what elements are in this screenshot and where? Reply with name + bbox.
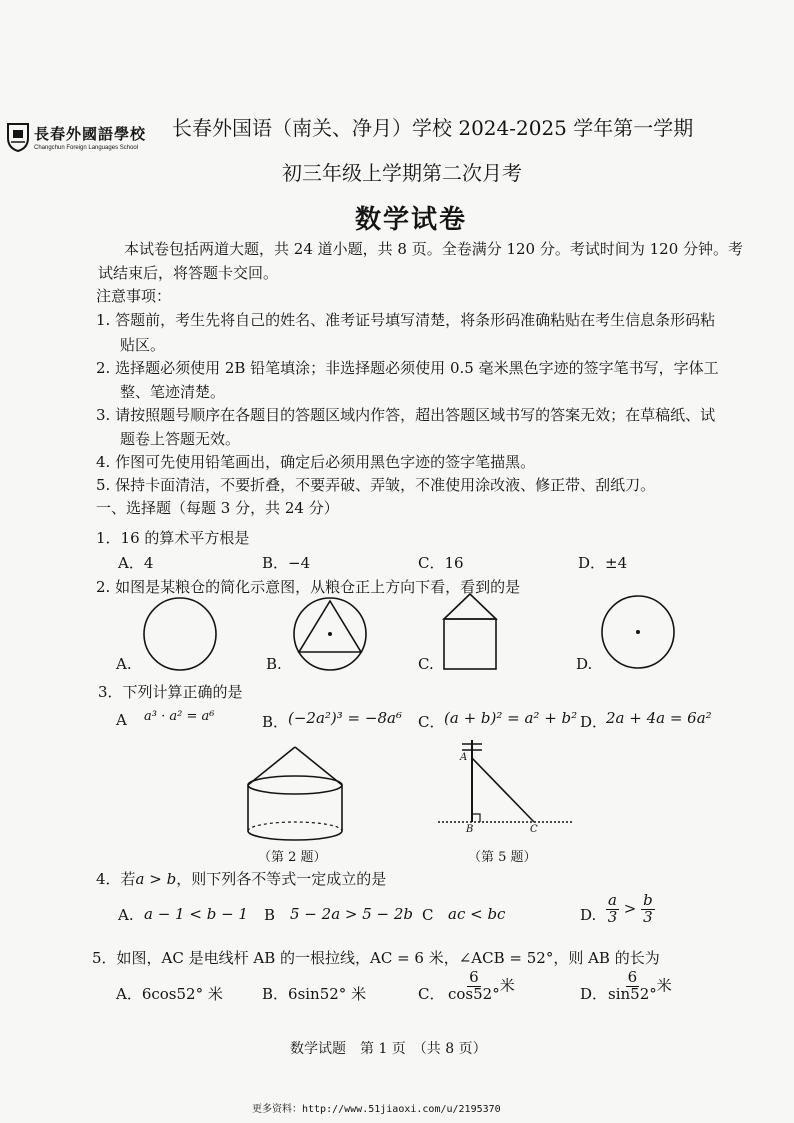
q5-figure-caption: （第 5 题） bbox=[468, 850, 537, 865]
q5c-denominator: cos52° bbox=[448, 984, 500, 1003]
logo-english-text: Changchun Foreign Languages School bbox=[34, 145, 139, 151]
page-footer: 数学试题 第 1 页 （共 8 页） bbox=[290, 1041, 487, 1057]
question-3-option-a-label: A bbox=[116, 711, 127, 729]
q5-label-c: C bbox=[530, 824, 538, 835]
notice-item-5: 5. 保持卡面清洁，不要折叠，不要弄破、弄皱，不准使用涂改液、修正带、刮纸刀。 bbox=[96, 476, 656, 494]
question-5-option-d-label: D． bbox=[580, 985, 608, 1003]
q2-option-b-figure bbox=[290, 598, 370, 670]
q4d-denominator-1: 3 bbox=[607, 907, 618, 926]
question-3-stem: 3．下列计算正确的是 bbox=[98, 683, 243, 701]
question-4-option-b: 5 − 2a > 5 − 2b bbox=[290, 905, 414, 923]
section-1-heading: 一、选择题（每题 3 分，共 24 分） bbox=[96, 499, 339, 517]
notice-heading: 注意事项： bbox=[96, 287, 172, 305]
q5d-numerator: 6 bbox=[627, 968, 638, 986]
question-2-option-c: C. bbox=[418, 655, 434, 673]
question-2-option-d: D. bbox=[576, 655, 593, 673]
exam-title-line2: 初三年级上学期第二次月考 bbox=[282, 161, 522, 185]
q2-option-d-figure bbox=[600, 596, 676, 668]
source-url: 更多资料：http://www.51jiaoxi.com/u/2195370 bbox=[252, 1104, 501, 1115]
intro-line2: 试结束后，将答题卡交回。 bbox=[98, 264, 279, 282]
school-logo bbox=[6, 112, 156, 162]
question-4-stem-pre: 4．若 bbox=[96, 870, 136, 888]
question-4-stem bbox=[96, 868, 386, 889]
exam-subject-title: 数学试卷 bbox=[355, 205, 468, 235]
notice-item-1: 1. 答题前，考生先将自己的姓名、准考证号填写清楚，将条形码准确粘贴在考生信息条形码粘 bbox=[96, 311, 716, 329]
question-2-option-a: A. bbox=[116, 655, 132, 673]
question-3-option-b-label: B． bbox=[262, 713, 289, 731]
notice-item-1-cont: 贴区。 bbox=[120, 336, 166, 354]
question-5-option-c bbox=[448, 970, 515, 1003]
notice-item-2: 2. 选择题必须使用 2B 铅笔填涂；非选择题必须使用 0.5 毫米黑色字迹的签字笔书写，字体工 bbox=[96, 359, 719, 377]
q4d-denominator-2: 3 bbox=[643, 907, 653, 926]
q5c-unit: 米 bbox=[499, 976, 515, 995]
question-4-option-b-label: B bbox=[264, 906, 276, 924]
question-3-option-c: (a + b)² = a² + b² bbox=[444, 709, 578, 727]
question-3-option-d-label: D． bbox=[580, 713, 608, 731]
question-4-stem-post: ，则下列各不等式一定成立的是 bbox=[176, 870, 387, 888]
q2-option-c-figure bbox=[442, 592, 498, 672]
question-1-option-c: C．16 bbox=[418, 554, 464, 572]
question-4-option-d-label: D. bbox=[580, 906, 597, 924]
q4d-numerator-1: a bbox=[608, 891, 617, 909]
q5d-denominator: sin52° bbox=[608, 984, 657, 1003]
question-4-option-a: a − 1 < b − 1 bbox=[144, 905, 248, 923]
q5-label-b: B bbox=[466, 824, 474, 835]
logo-chinese-text: 長春外國語學校 bbox=[34, 125, 147, 143]
question-2-stem: 2. 如图是某粮仓的简化示意图，从粮仓正上方向下看，看到的是 bbox=[96, 578, 521, 596]
question-4-option-c-label: C bbox=[422, 906, 434, 924]
q4d-operator: > bbox=[623, 899, 637, 918]
question-1-option-a: A．4 bbox=[118, 554, 154, 572]
q4d-numerator-2: b bbox=[643, 891, 653, 909]
question-3-option-c-label: C． bbox=[418, 713, 445, 731]
question-4-option-d bbox=[606, 893, 655, 926]
question-5-option-b: B．6sin52° 米 bbox=[262, 985, 367, 1003]
question-3-option-d: 2a + 4a = 6a² bbox=[606, 709, 712, 727]
question-4-option-c: ac < bc bbox=[448, 905, 506, 923]
question-2-option-b: B. bbox=[266, 655, 282, 673]
q2-figure-caption: （第 2 题） bbox=[258, 850, 327, 865]
q5-pole-figure bbox=[436, 736, 576, 832]
q5c-numerator: 6 bbox=[469, 968, 479, 986]
question-5-option-d bbox=[608, 970, 672, 1003]
question-5-option-c-label: C． bbox=[418, 985, 445, 1003]
question-5-option-a: A．6cos52° 米 bbox=[116, 985, 223, 1003]
question-5-stem: 5．如图，AC 是电线杆 AB 的一根拉线，AC = 6 米，∠ACB = 52°，则 AB 的长为 bbox=[92, 949, 660, 967]
q2-granary-figure bbox=[240, 745, 350, 845]
question-4-option-a-label: A. bbox=[118, 906, 134, 924]
notice-item-3-cont: 题卷上答题无效。 bbox=[120, 430, 241, 448]
notice-item-4: 4. 作图可先使用铅笔画出，确定后必须用黑色字迹的签字笔描黑。 bbox=[96, 453, 536, 471]
notice-item-2-cont: 整、笔迹清楚。 bbox=[120, 383, 226, 401]
school-crest-icon bbox=[6, 122, 30, 152]
notice-item-3: 3. 请按照题号顺序在各题目的答题区域内作答，超出答题区域书写的答案无效；在草稿纸、试 bbox=[96, 406, 716, 424]
question-1-option-b: B．−4 bbox=[262, 554, 311, 572]
question-4-condition: a > b bbox=[135, 870, 177, 888]
q5-label-a: A bbox=[460, 752, 468, 763]
question-3-option-b: (−2a²)³ = −8a⁶ bbox=[288, 709, 402, 727]
intro-line1: 本试卷包括两道大题，共 24 道小题，共 8 页。全卷满分 120 分。考试时间为 120 分钟。考 bbox=[124, 240, 744, 258]
question-3-option-a: a³ · a² = a⁶ bbox=[144, 709, 215, 724]
q5d-unit: 米 bbox=[656, 976, 672, 995]
question-1-option-d: D．±4 bbox=[578, 554, 628, 572]
exam-title-line1: 长春外国语（南关、净月）学校 2024-2025 学年第一学期 bbox=[172, 116, 694, 140]
q2-option-a-figure bbox=[140, 598, 220, 670]
question-1-stem: 1．16 的算术平方根是 bbox=[96, 529, 250, 547]
